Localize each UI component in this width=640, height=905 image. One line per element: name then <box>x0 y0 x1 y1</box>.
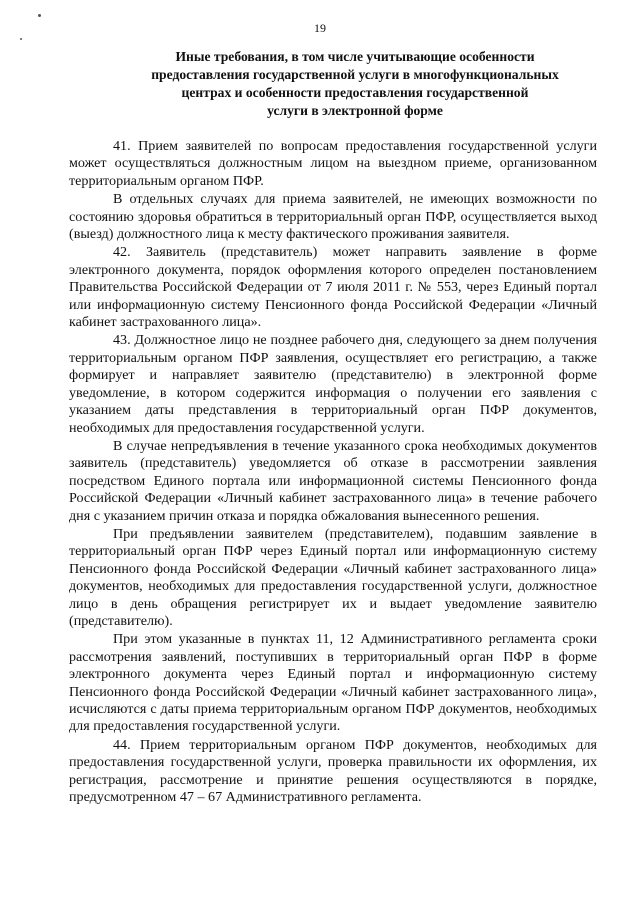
paragraph-42: 42. Заявитель (представитель) может направить заявление в форме электронного документа, порядок оформления которого определен постановлением Правительства Российской Федерации от 7 июля 2011 г. № 553, через Единый портал или информационную систему Пенсионного фонда Российской Федерации «Личный кабинет застрахованного лица». <box>69 244 597 331</box>
paragraph-43-refusal: В случае непредъявления в течение указанного срока необходимых документов заявитель (представитель) уведомляется об отказе в рассмотрении заявления посредством Единого портала или информационной системы Пенсионного фонда Российской Федерации «Личный кабинет застрахованного лица» в течение рабочего дня с указанием причин отказа и порядка обжалования вынесенного решения. <box>69 437 597 524</box>
section-title-line: услуги в электронной форме <box>267 103 443 118</box>
document-body <box>69 138 597 807</box>
section-title <box>110 48 600 120</box>
scan-speck <box>38 14 41 17</box>
paragraph-43: 43. Должностное лицо не позднее рабочего дня, следующего за днем получения территориальным органом ПФР заявления, осуществляет его регистрацию, а также формирует и направляет заявителю (представителю) в электронной форме уведомление, в котором содержится информация о получении его заявления с указанием даты представления в территориальный орган ПФР документов, необходимых для предоставления государственной услуги. <box>69 332 597 436</box>
section-title-line: предоставления государственной услуги в многофункциональных <box>151 67 559 82</box>
page-number: 19 <box>314 21 326 35</box>
paragraph-41: 41. Прием заявителей по вопросам предоставления государственной услуги может осуществляться должностным лицом на выездном приеме, организованном территориальным органом ПФР. <box>69 138 597 189</box>
paragraph-43-registration: При предъявлении заявителем (представителем), подавшим заявление в территориальный орган ПФР через Единый портал или информационную систему Пенсионного фонда Российской Федерации «Личный кабинет застрахованного лица» документов, необходимых для предоставления государственной услуги, должностное лицо в день обращения регистрирует их и выдает уведомление заявителю (представителю). <box>69 525 597 629</box>
section-title-line: Иные требования, в том числе учитывающие особенности <box>175 49 535 64</box>
section-title-line: центрах и особенности предоставления государственной <box>181 85 529 100</box>
paragraph-44: 44. Прием территориальным органом ПФР документов, необходимых для предоставления государственной услуги, проверка правильности их оформления, их регистрация, рассмотрение и принятие решения осуществляются в порядке, предусмотренном 47 – 67 Административного регламента. <box>69 736 597 806</box>
paragraph-41-cont: В отдельных случаях для приема заявителей, не имеющих возможности по состоянию здоровья обратиться в территориальный орган ПФР, осуществляется выход (выезд) должностного лица к месту фактического проживания заявителя. <box>69 191 597 243</box>
scan-speck <box>20 38 22 40</box>
paragraph-43-terms: При этом указанные в пунктах 11, 12 Административного регламента сроки рассмотрения заявлений, поступивших в территориальный орган ПФР в форме электронного документа через Единый портал и информационную систему Пенсионного фонда Российской Федерации «Личный кабинет застрахованного лица», исчисляются с даты приема территориальным органом ПФР документов, необходимых для предоставления государственной услуги. <box>69 631 597 735</box>
